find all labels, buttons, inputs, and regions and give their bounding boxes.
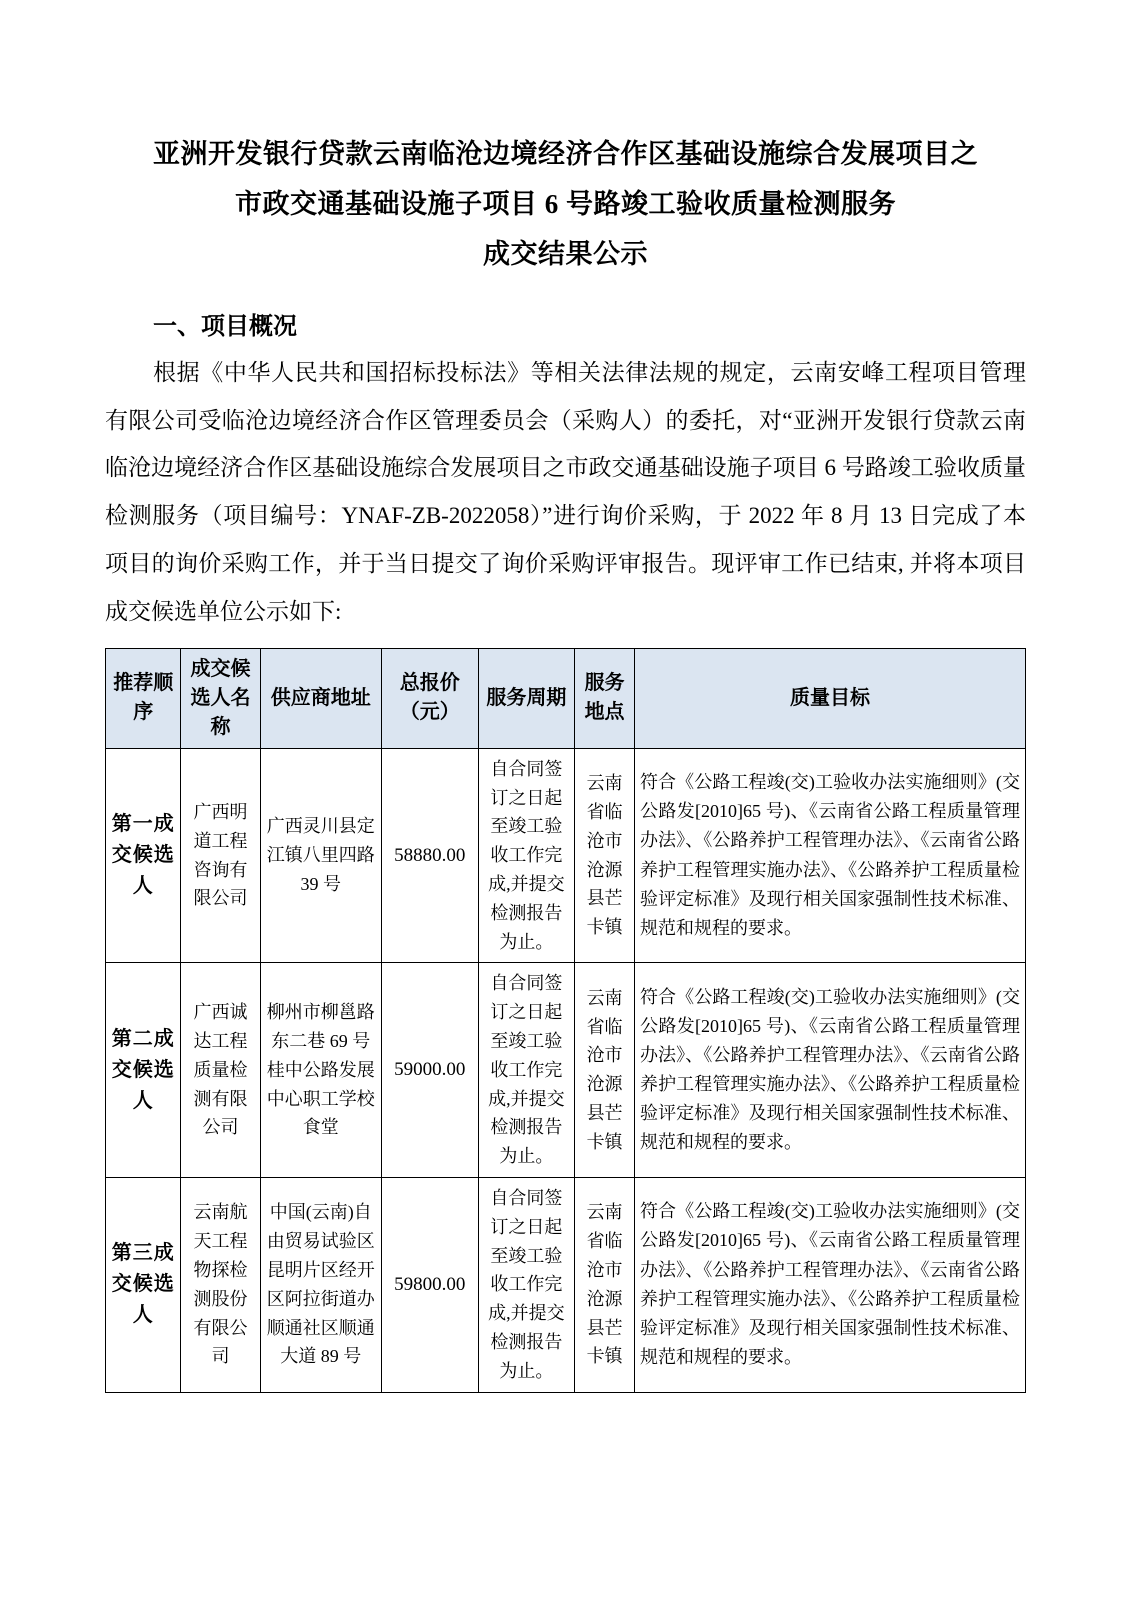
cell-period: 自合同签订之日起至竣工验收工作完成,并提交检测报告为止。: [478, 963, 575, 1178]
cell-price: 58880.00: [381, 748, 478, 963]
cell-address: 中国(云南)自由贸易试验区昆明片区经开区阿拉街道办顺通社区顺通大道 89 号: [260, 1177, 381, 1392]
section-heading-project-overview: 一、项目概况: [153, 313, 297, 340]
column-header-location: 服务地点: [575, 648, 635, 748]
column-header-address: 供应商地址: [260, 648, 381, 748]
table-header-row: [106, 648, 1026, 748]
table-row: [106, 748, 1026, 963]
cell-supplier: 广西明道工程咨询有限公司: [181, 748, 260, 963]
table-row: [106, 1177, 1026, 1392]
cell-price: 59000.00: [381, 963, 478, 1178]
page-title: [105, 130, 1026, 280]
bid-result-table: [105, 648, 1026, 1393]
page-title-line-2: 市政交通基础设施子项目 6 号路竣工验收质量检测服务: [235, 188, 896, 219]
cell-location: 云南省临沧市沧源县芒卡镇: [575, 963, 635, 1178]
page-title-line-1: 亚洲开发银行贷款云南临沧边境经济合作区基础设施综合发展项目之: [153, 139, 978, 169]
cell-address: 广西灵川县定江镇八里四路 39 号: [260, 748, 381, 963]
cell-supplier: 云南航天工程物探检测股份有限公司: [181, 1177, 260, 1392]
column-header-price: 总报价（元）: [381, 648, 478, 748]
column-header-supplier: 成交候选人名称: [181, 648, 260, 748]
column-header-rank: 推荐顺序: [106, 648, 181, 748]
table-row: [106, 963, 1026, 1178]
section-paragraph-project-overview: 根据《中华人民共和国招标投标法》等相关法律法规的规定，云南安峰工程项目管理有限公司受临沧边境经济合作区管理委员会（采购人）的委托，对“亚洲开发银行贷款云南临沧边境经济合作区基础设施综合发展项目之市政交通基础设施子项目 6 号路竣工验收质量检测服务（项目编号：YNAF-ZB-2022058）”进行询价采购，于 2022 年 8 月 13 日完成了本项目的询价采购工作，并于当日提交了询价采购评审报告。现评审工作已结束, 并将本项目成交候选单位公示如下:: [105, 359, 1026, 624]
page-title-line-3: 成交结果公示: [483, 238, 648, 269]
cell-address: 柳州市柳邕路东二巷 69 号桂中公路发展中心职工学校食堂: [260, 963, 381, 1178]
cell-location: 云南省临沧市沧源县芒卡镇: [575, 1177, 635, 1392]
cell-period: 自合同签订之日起至竣工验收工作完成,并提交检测报告为止。: [478, 748, 575, 963]
cell-rank: 第三成交候选人: [106, 1177, 181, 1392]
cell-location: 云南省临沧市沧源县芒卡镇: [575, 748, 635, 963]
cell-rank: 第一成交候选人: [106, 748, 181, 963]
column-header-quality: 质量目标: [634, 648, 1025, 748]
cell-supplier: 广西诚达工程质量检测有限公司: [181, 963, 260, 1178]
cell-quality: 符合《公路工程竣(交)工验收办法实施细则》(交公路发[2010]65 号)、《云南省公路工程质量管理办法》、《公路养护工程管理办法》、《云南省公路养护工程管理实施办法》、《公路养护工程质量检验评定标准》及现行相关国家强制性技术标准、规范和规程的要求。: [634, 963, 1025, 1178]
cell-price: 59800.00: [381, 1177, 478, 1392]
cell-quality: 符合《公路工程竣(交)工验收办法实施细则》(交公路发[2010]65 号)、《云南省公路工程质量管理办法》、《公路养护工程管理办法》、《云南省公路养护工程管理实施办法》、《公路养护工程质量检验评定标准》及现行相关国家强制性技术标准、规范和规程的要求。: [634, 748, 1025, 963]
column-header-period: 服务周期: [478, 648, 575, 748]
cell-rank: 第二成交候选人: [106, 963, 181, 1178]
cell-quality: 符合《公路工程竣(交)工验收办法实施细则》(交公路发[2010]65 号)、《云南省公路工程质量管理办法》、《公路养护工程管理办法》、《云南省公路养护工程管理实施办法》、《公路养护工程质量检验评定标准》及现行相关国家强制性技术标准、规范和规程的要求。: [634, 1177, 1025, 1392]
cell-period: 自合同签订之日起至竣工验收工作完成,并提交检测报告为止。: [478, 1177, 575, 1392]
